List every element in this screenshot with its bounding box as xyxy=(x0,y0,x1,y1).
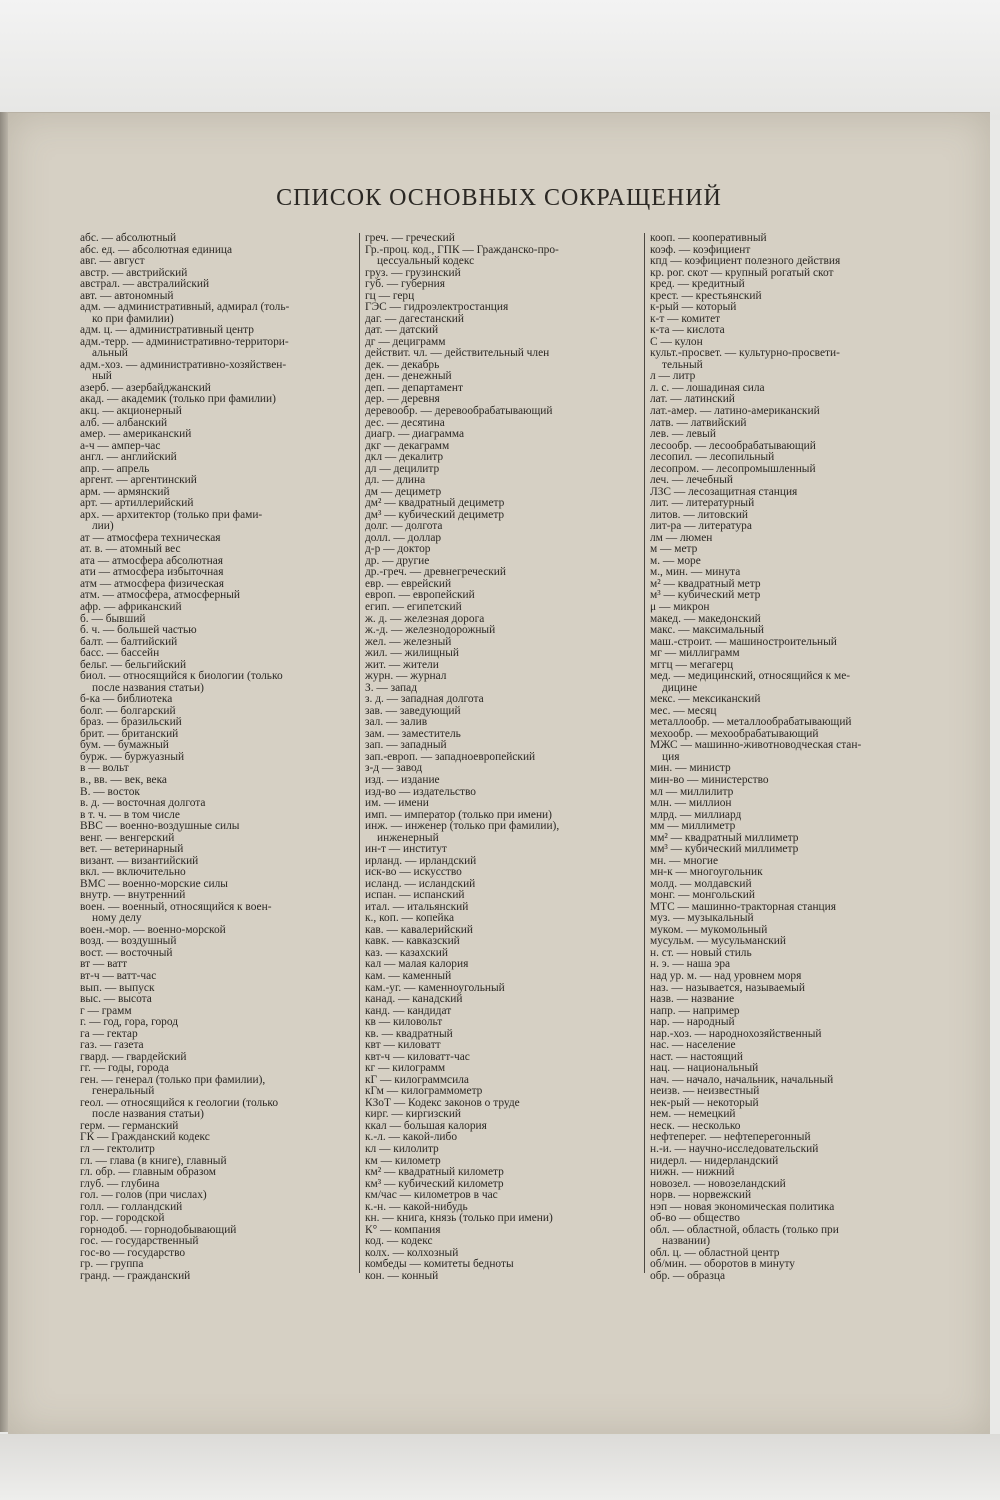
abbreviation-entry: нидерл. — нидерландский xyxy=(650,1154,779,1167)
abbreviation-entry: нижн. — нижний xyxy=(650,1166,735,1179)
background-top xyxy=(0,0,1000,120)
abbreviation-entry: дл. — длина xyxy=(365,474,426,487)
abbreviation-entry: жил. — жилищный xyxy=(365,647,459,660)
abbreviation-entry: неск. — несколько xyxy=(650,1119,741,1132)
abbreviation-entry: квт-ч — киловатт-час xyxy=(365,1050,470,1063)
abbreviation-entry: ат — атмосфера техническая xyxy=(80,531,221,544)
abbreviation-entry: кв. — квадратный xyxy=(365,1027,453,1040)
abbreviation-entry: макс. — максимальный xyxy=(650,624,765,637)
abbreviation-entry: гл — гектолитр xyxy=(80,1142,155,1155)
abbreviation-entry: гос. — государственный xyxy=(80,1235,199,1248)
abbreviation-entry: болг. — болгарский xyxy=(80,704,176,717)
abbreviation-entry: в. д. — восточная долгота xyxy=(80,797,206,810)
abbreviation-entry: в., вв. — век, века xyxy=(80,773,167,786)
abbreviation-entry: канд. — кандидат xyxy=(365,1004,452,1017)
abbreviation-entry: млн. — миллион xyxy=(650,797,732,810)
abbreviation-entry: л. с. — лошадиная сила xyxy=(650,381,765,394)
abbreviation-entry: горнодоб. — горнодобывающий xyxy=(80,1223,237,1236)
abbreviation-entry: маш.-строит. — машиностроительный xyxy=(650,635,837,648)
abbreviation-entry: дес. — десятина xyxy=(365,416,445,429)
abbreviation-entry: мин-во — министерство xyxy=(650,773,769,786)
abbreviation-entry: латв. — латвийский xyxy=(650,416,747,429)
abbreviation-entry: дицине xyxy=(662,681,698,694)
abbreviation-entry: в т. ч. — в том числе xyxy=(80,808,180,821)
abbreviation-entry: ВВС — военно-воздушные силы xyxy=(80,820,240,833)
abbreviation-entry: дм³ — кубический дециметр xyxy=(365,508,505,521)
abbreviation-entry: к., коп. — копейка xyxy=(365,912,455,925)
abbreviation-entry: гвард. — гвардейский xyxy=(80,1050,187,1063)
abbreviation-entry: ВМС — военно-морские силы xyxy=(80,877,228,890)
abbreviation-entry: ирланд. — ирландский xyxy=(365,854,477,867)
abbreviation-entry: МЖС — машинно-животноводческая стан- xyxy=(650,739,862,752)
abbreviation-entry: кав. — кавалерийский xyxy=(365,923,473,936)
abbreviation-entry: др.-греч. — древнегреческий xyxy=(365,566,506,579)
abbreviation-entry: га — гектар xyxy=(80,1027,138,1040)
abbreviation-entry: им. — имени xyxy=(365,797,429,810)
abbreviation-entry: обр. — образца xyxy=(650,1269,726,1282)
abbreviation-entry: мекс. — мексиканский xyxy=(650,693,761,706)
abbreviation-entry: мусульм. — мусульманский xyxy=(650,935,786,948)
abbreviation-entry: иск-во — искусство xyxy=(365,866,462,879)
abbreviation-entry: г. — год, гора, город xyxy=(80,1016,179,1029)
abbreviation-entry: губ. — губерния xyxy=(365,278,445,291)
abbreviation-entry: лит-ра — литература xyxy=(650,520,752,533)
abbreviation-entry: мм² — квадратный миллиметр xyxy=(650,831,799,844)
abbreviation-entry: ко при фамилии) xyxy=(92,312,174,325)
abbreviation-entry: дек. — декабрь xyxy=(365,358,440,371)
abbreviation-entry: лии) xyxy=(92,520,114,533)
abbreviation-entry: км³ — кубический километр xyxy=(365,1177,504,1190)
abbreviation-entry: к-рый — который xyxy=(650,301,737,314)
abbreviation-entry: гц — герц xyxy=(365,289,415,302)
abbreviation-entry: км/час — километров в час xyxy=(365,1189,498,1202)
abbreviation-entry: км — километр xyxy=(365,1154,441,1167)
abbreviation-entry: лит. — литературный xyxy=(650,497,755,510)
abbreviation-entry: вт-ч — ватт-час xyxy=(80,970,157,982)
abbreviation-entry: нэп — новая экономическая политика xyxy=(650,1200,835,1213)
abbreviation-entry: кр. рог. скот — крупный рогатый скот xyxy=(650,266,834,279)
abbreviation-entry: К° — компания xyxy=(365,1223,441,1236)
abbreviation-entry: дат. — датский xyxy=(365,324,439,337)
abbreviation-entry: ция xyxy=(662,750,680,763)
abbreviation-entry: канад. — канадский xyxy=(365,993,463,1006)
abbreviation-entry: цессуальный кодекс xyxy=(377,255,475,268)
book-page xyxy=(8,112,990,1435)
abbreviation-entry: долг. — долгота xyxy=(365,520,443,533)
abbreviation-entry: адм. ц. — административный центр xyxy=(80,324,254,337)
abbreviation-entry: арм. — армянский xyxy=(80,485,170,498)
abbreviation-entry: абс. — абсолютный xyxy=(80,232,177,244)
abbreviation-entry: гл. обр. — главным образом xyxy=(80,1166,216,1179)
abbreviation-entry: н.-и. — научно-исследовательский xyxy=(650,1142,819,1155)
abbreviation-entry: к-т — комитет xyxy=(650,312,721,325)
abbreviation-entry: МТС — машинно-тракторная станция xyxy=(650,900,836,913)
abbreviation-entry: ж.-д. — железнодорожный xyxy=(365,624,496,637)
abbreviation-entry: евр. — еврейский xyxy=(365,577,452,590)
abbreviation-entry: крест. — крестьянский xyxy=(650,289,762,302)
abbreviation-entry: кал — малая калория xyxy=(365,958,469,971)
abbreviation-entry: гос-во — государство xyxy=(80,1246,186,1259)
abbreviation-entry: кам. — каменный xyxy=(365,970,452,982)
abbreviation-entry: кавк. — кавказский xyxy=(365,935,460,948)
abbreviation-entry: гранд. — гражданский xyxy=(80,1269,191,1282)
abbreviation-entry: авг. — август xyxy=(80,255,145,268)
abbreviation-entry: испан. — испанский xyxy=(365,889,465,902)
abbreviation-entry: бум. — бумажный xyxy=(80,739,169,752)
abbreviation-entry: изд. — издание xyxy=(365,773,440,786)
abbreviation-entry: кирг. — киргизский xyxy=(365,1108,462,1121)
abbreviation-entry: балт. — балтийский xyxy=(80,635,178,648)
abbreviation-entry: лесопром. — лесопромышленный xyxy=(650,462,816,475)
abbreviation-entry: б-ка — библиотека xyxy=(80,693,173,706)
abbreviation-entry: изд-во — издательство xyxy=(365,785,476,798)
abbreviation-entry: муком. — мукомольный xyxy=(650,923,768,936)
abbreviation-entry: зал. — залив xyxy=(365,716,428,729)
abbreviation-entry: Гр.-проц. код., ГПК — Гражданско-про- xyxy=(365,243,559,256)
abbreviation-entry: мггц — мегагерц xyxy=(650,658,734,671)
abbreviation-entry: об-во — общество xyxy=(650,1212,740,1225)
abbreviation-entry: норв. — норвежский xyxy=(650,1189,752,1202)
abbreviation-entry: литов. — литовский xyxy=(650,508,749,521)
abbreviation-entry: зап.-европ. — западноевропейский xyxy=(365,750,536,763)
abbreviation-entry: металлообр. — металлообрабатывающий xyxy=(650,716,852,729)
abbreviation-entry: биол. — относящийся к биологии (только xyxy=(80,670,283,683)
abbreviation-entry: зам. — заместитель xyxy=(365,727,461,740)
abbreviation-entry: кг — килограмм xyxy=(365,1062,446,1075)
abbreviation-entry: абс. ед. — абсолютная единица xyxy=(80,243,233,256)
abbreviation-entry: европ. — европейский xyxy=(365,589,475,602)
abbreviation-entry: геол. — относящийся к геологии (только xyxy=(80,1096,279,1109)
abbreviation-entry: азерб. — азербайджанский xyxy=(80,381,211,394)
abbreviation-entry: деп. — департамент xyxy=(365,381,463,394)
abbreviation-entry: кГ — килограммсила xyxy=(365,1073,469,1086)
abbreviation-entry: ГЭС — гидроэлектростанция xyxy=(365,301,509,314)
abbreviation-entry: д-р — доктор xyxy=(365,543,431,556)
abbreviation-entry: дм² — квадратный дециметр xyxy=(365,497,505,510)
abbreviation-column-3 xyxy=(650,233,932,1282)
abbreviation-entry: атм. — атмосфера, атмосферный xyxy=(80,589,240,602)
abbreviation-entry: действит. чл. — действительный член xyxy=(365,347,550,360)
abbreviation-entry: лм — люмен xyxy=(650,531,713,544)
abbreviation-entry: вкл. — включительно xyxy=(80,866,186,879)
abbreviation-entry: мин. — министр xyxy=(650,762,731,775)
abbreviation-entry: австр. — австрийский xyxy=(80,266,188,279)
abbreviation-entry: гол. — голов (при числах) xyxy=(80,1189,207,1202)
abbreviation-entry: С — кулон xyxy=(650,335,703,348)
abbreviation-entry: об/мин. — оборотов в минуту xyxy=(650,1258,796,1271)
abbreviation-entry: груз. — грузинский xyxy=(365,266,461,279)
abbreviation-entry: з-д — завод xyxy=(365,762,423,775)
abbreviation-entry: а-ч — ампер-час xyxy=(80,439,161,452)
abbreviation-entry: мм — миллиметр xyxy=(650,820,736,833)
abbreviation-entry: жел. — железный xyxy=(365,635,452,648)
abbreviation-entry: л — литр xyxy=(650,370,696,383)
abbreviation-entry: визант. — византийский xyxy=(80,854,199,867)
abbreviation-entry: деревообр. — деревообрабатывающий xyxy=(365,404,553,417)
abbreviation-entry: дкг — декаграмм xyxy=(365,439,450,452)
abbreviation-entry: арх. — архитектор (только при фами- xyxy=(80,508,263,521)
abbreviation-entry: ат. в. — атомный вес xyxy=(80,543,181,556)
abbreviation-entry: мес. — месяц xyxy=(650,704,717,717)
abbreviation-entry: кооп. — кооперативный xyxy=(650,232,767,244)
abbreviation-entry: мм³ — кубический миллиметр xyxy=(650,843,799,856)
abbreviation-entry: вост. — восточный xyxy=(80,946,173,959)
abbreviation-entry: дкл — декалитр xyxy=(365,451,444,464)
abbreviation-entry: амер. — американский xyxy=(80,428,192,441)
abbreviation-entry: зап. — западный xyxy=(365,739,447,752)
abbreviation-entry: нас. — население xyxy=(650,1039,736,1052)
abbreviation-entry: др. — другие xyxy=(365,554,430,567)
abbreviation-entry: молд. — молдавский xyxy=(650,877,752,890)
abbreviation-entry: нек-рый — некоторый xyxy=(650,1096,759,1109)
abbreviation-entry: лесопил. — лесопильный xyxy=(650,451,775,464)
abbreviation-entry: ден. — денежный xyxy=(365,370,452,383)
abbreviation-entry: жит. — жители xyxy=(365,658,439,671)
abbreviation-entry: голл. — голландский xyxy=(80,1200,183,1213)
abbreviation-entry: новозел. — новозеландский xyxy=(650,1177,786,1190)
abbreviation-entry: кам.-уг. — каменноугольный xyxy=(365,981,505,994)
abbreviation-entry: басс. — бассейн xyxy=(80,647,160,660)
abbreviation-entry: нар.-хоз. — народнохозяйственный xyxy=(650,1027,822,1040)
abbreviation-entry: исланд. — исландский xyxy=(365,877,476,890)
abbreviation-entry: после названия статьи) xyxy=(92,1108,204,1121)
abbreviation-entry: газ. — газета xyxy=(80,1039,144,1052)
abbreviation-column-1 xyxy=(80,233,362,1282)
abbreviation-entry: воен.-мор. — военно-морской xyxy=(80,923,226,936)
abbreviation-entry: монг. — монгольский xyxy=(650,889,755,902)
abbreviation-entry: акц. — акционерный xyxy=(80,404,182,417)
abbreviation-entry: колх. — колхозный xyxy=(365,1246,459,1259)
abbreviation-entry: комбеды — комитеты бедноты xyxy=(365,1258,514,1271)
abbreviation-entry: мн. — многие xyxy=(650,854,719,867)
abbreviation-entry: з. д. — западная долгота xyxy=(365,693,484,706)
abbreviation-entry: м — метр xyxy=(650,543,698,556)
abbreviation-entry: журн. — журнал xyxy=(365,670,447,683)
background-bottom xyxy=(0,1434,1000,1500)
abbreviation-entry: воен. — военный, относящийся к воен- xyxy=(80,900,272,913)
abbreviation-entry: наст. — настоящий xyxy=(650,1050,743,1063)
abbreviation-entry: коэф. — коэфициент xyxy=(650,243,751,256)
abbreviation-entry: км² — квадратный километр xyxy=(365,1166,504,1179)
abbreviation-entry: глуб. — глубина xyxy=(80,1177,160,1190)
page-title: СПИСОК ОСНОВНЫХ СОКРАЩЕНИЙ xyxy=(276,185,722,211)
abbreviation-entry: обл. — областной, область (только при xyxy=(650,1223,839,1236)
abbreviation-entry: ный xyxy=(92,370,112,383)
abbreviation-entry: браз. — бразильский xyxy=(80,716,182,729)
abbreviation-entry: внутр. — внутренний xyxy=(80,889,186,902)
abbreviation-entry: макед. — македонский xyxy=(650,612,761,625)
abbreviation-entry: нар. — народный xyxy=(650,1016,735,1029)
abbreviation-column-2 xyxy=(365,233,647,1282)
abbreviation-entry: ати — атмосфера избыточная xyxy=(80,566,224,579)
abbreviation-entry: м² — квадратный метр xyxy=(650,577,761,590)
abbreviation-entry: выс. — высота xyxy=(80,993,152,1006)
abbreviation-entry: лат.-амер. — латино-американский xyxy=(650,404,820,417)
abbreviation-entry: бельг. — бельгийский xyxy=(80,658,187,671)
abbreviation-entry: венг. — венгерский xyxy=(80,831,175,844)
abbreviation-entry: μ — микрон xyxy=(650,601,710,613)
abbreviation-entry: леч. — лечебный xyxy=(650,474,733,487)
abbreviation-entry: кл — килолитр xyxy=(365,1142,439,1155)
abbreviation-entry: греч. — греческий xyxy=(365,232,455,244)
abbreviation-entry: кГм — килограммометр xyxy=(365,1085,483,1098)
abbreviation-entry: апр. — апрель xyxy=(80,462,150,475)
abbreviation-entry: егип. — египетский xyxy=(365,601,462,613)
abbreviation-entry: адм.-терр. — административно-территори- xyxy=(80,335,289,348)
abbreviation-entry: мед. — медицинский, относящийся к ме- xyxy=(650,670,851,683)
abbreviation-entry: к-та — кислота xyxy=(650,324,725,337)
abbreviation-entry: нач. — начало, начальник, начальный xyxy=(650,1073,834,1086)
abbreviation-entry: ккал — большая калория xyxy=(365,1119,487,1132)
abbreviation-entry: афр. — африканский xyxy=(80,601,182,613)
abbreviation-entry: ата — атмосфера абсолютная xyxy=(80,554,224,567)
abbreviation-entry: ГК — Гражданский кодекс xyxy=(80,1131,210,1144)
abbreviation-entry: б. ч. — большей частью xyxy=(80,624,197,637)
abbreviation-entry: ген. — генерал (только при фамилии), xyxy=(80,1073,266,1086)
abbreviation-entry: каз. — казахский xyxy=(365,946,448,959)
abbreviation-entry: н. ст. — новый стиль xyxy=(650,946,752,959)
abbreviation-entry: неизв. — неизвестный xyxy=(650,1085,760,1098)
abbreviation-entry: дер. — деревня xyxy=(365,393,440,406)
abbreviation-entry: дм — дециметр xyxy=(365,485,442,498)
abbreviation-entry: долл. — доллар xyxy=(365,531,442,544)
abbreviation-entry: дл — децилитр xyxy=(365,462,440,475)
abbreviation-entry: мн-к — многоугольник xyxy=(650,866,763,879)
abbreviation-entry: адм. — административный, адмирал (толь- xyxy=(80,301,290,314)
abbreviation-entry: итал. — итальянский xyxy=(365,900,469,913)
abbreviation-entry: З. — запад xyxy=(365,681,417,694)
abbreviation-entry: кон. — конный xyxy=(365,1269,439,1282)
abbreviation-entry: зав. — заведующий xyxy=(365,704,461,717)
abbreviation-entry: кред. — кредитный xyxy=(650,278,745,291)
abbreviation-entry: аргент. — аргентинский xyxy=(80,474,197,487)
abbreviation-entry: после названия статьи) xyxy=(92,681,204,694)
abbreviation-entry: кпд — коэфициент полезного действия xyxy=(650,255,841,268)
abbreviation-entry: альный xyxy=(92,347,128,360)
abbreviation-entry: названии) xyxy=(662,1235,711,1248)
abbreviation-entry: ж. д. — железная дорога xyxy=(365,612,485,625)
abbreviation-entry: адм.-хоз. — административно-хозяйствен- xyxy=(80,358,287,371)
abbreviation-entry: тельный xyxy=(662,358,703,371)
abbreviation-entry: гг. — годы, города xyxy=(80,1062,169,1075)
abbreviation-entry: нефтеперег. — нефтеперегонный xyxy=(650,1131,811,1144)
abbreviation-entry: квт — киловатт xyxy=(365,1039,441,1052)
abbreviation-entry: ЛЗС — лесозащитная станция xyxy=(650,485,798,498)
abbreviation-entry: австрал. — австралийский xyxy=(80,278,210,291)
abbreviation-entry: вып. — выпуск xyxy=(80,981,155,994)
abbreviation-entry: диагр. — диаграмма xyxy=(365,428,465,441)
abbreviation-entry: обл. ц. — областной центр xyxy=(650,1246,780,1259)
abbreviation-entry: назв. — название xyxy=(650,993,735,1006)
abbreviation-entry: КЗоТ — Кодекс законов о труде xyxy=(365,1096,520,1109)
abbreviation-entry: м³ — кубический метр xyxy=(650,589,761,602)
abbreviation-entry: наз. — называется, называемый xyxy=(650,981,805,994)
abbreviation-entry: генеральный xyxy=(92,1085,155,1098)
abbreviation-entry: брит. — британский xyxy=(80,727,179,740)
abbreviation-entry: возд. — воздушный xyxy=(80,935,177,948)
abbreviation-entry: мехообр. — мехообрабатывающий xyxy=(650,727,819,740)
abbreviation-entry: м., мин. — минута xyxy=(650,566,741,579)
abbreviation-entry: дг — дециграмм xyxy=(365,335,446,348)
abbreviation-entry: герм. — германский xyxy=(80,1119,179,1132)
abbreviation-entry: акад. — академик (только при фамилии) xyxy=(80,393,276,406)
abbreviation-entry: авт. — автономный xyxy=(80,289,174,302)
abbreviation-entry: мг — миллиграмм xyxy=(650,647,740,660)
abbreviation-entry: В. — восток xyxy=(80,785,140,798)
abbreviation-entry: напр. — например xyxy=(650,1004,740,1017)
abbreviation-entry: арт. — артиллерийский xyxy=(80,497,194,510)
abbreviation-entry: инженерный xyxy=(377,831,439,844)
abbreviation-entry: мл — миллилитр xyxy=(650,785,734,798)
abbreviation-entry: гл. — глава (в книге), главный xyxy=(80,1154,227,1167)
abbreviation-entry: над ур. м. — над уровнем моря xyxy=(650,970,802,982)
abbreviation-entry: г — грамм xyxy=(80,1004,132,1017)
abbreviation-entry: даг. — дагестанский xyxy=(365,312,464,325)
abbreviation-entry: лесообр. — лесообрабатывающий xyxy=(650,439,816,452)
abbreviation-entry: ин-т — институт xyxy=(365,843,447,856)
abbreviation-entry: вт — ватт xyxy=(80,958,128,971)
abbreviation-entry: инж. — инженер (только при фамилии), xyxy=(365,820,560,833)
abbreviation-entry: культ.-просвет. — культурно-просвети- xyxy=(650,347,840,360)
abbreviation-entry: нац. — национальный xyxy=(650,1062,759,1075)
abbreviation-entry: к.-л. — какой-либо xyxy=(365,1131,458,1144)
abbreviation-entry: м. — море xyxy=(650,554,701,567)
abbreviation-entry: н. э. — наша эра xyxy=(650,958,731,971)
abbreviation-entry: атм — атмосфера физическая xyxy=(80,577,225,590)
abbreviation-entry: вет. — ветеринарный xyxy=(80,843,184,856)
abbreviation-entry: лев. — левый xyxy=(650,428,716,441)
abbreviation-entry: алб. — албанский xyxy=(80,416,168,429)
abbreviation-entry: бурж. — буржуазный xyxy=(80,750,185,763)
abbreviation-entry: млрд. — миллиард xyxy=(650,808,742,821)
abbreviation-entry: гор. — городской xyxy=(80,1212,165,1225)
abbreviation-entry: к.-н. — какой-нибудь xyxy=(365,1200,468,1213)
abbreviation-entry: кн. — книга, князь (только при имени) xyxy=(365,1212,553,1225)
abbreviation-entry: гр. — группа xyxy=(80,1258,144,1271)
abbreviation-entry: имп. — император (только при имени) xyxy=(365,808,552,821)
abbreviation-entry: в — вольт xyxy=(80,762,129,775)
abbreviation-entry: лат. — латинский xyxy=(650,393,735,406)
abbreviation-entry: код. — кодекс xyxy=(365,1235,433,1248)
abbreviation-entry: муз. — музыкальный xyxy=(650,912,754,925)
abbreviation-entry: б. — бывший xyxy=(80,612,146,625)
abbreviation-entry: англ. — английский xyxy=(80,451,177,464)
abbreviation-entry: ному делу xyxy=(92,912,142,925)
abbreviation-entry: нем. — немецкий xyxy=(650,1108,736,1121)
abbreviation-entry: кв — киловольт xyxy=(365,1016,443,1029)
